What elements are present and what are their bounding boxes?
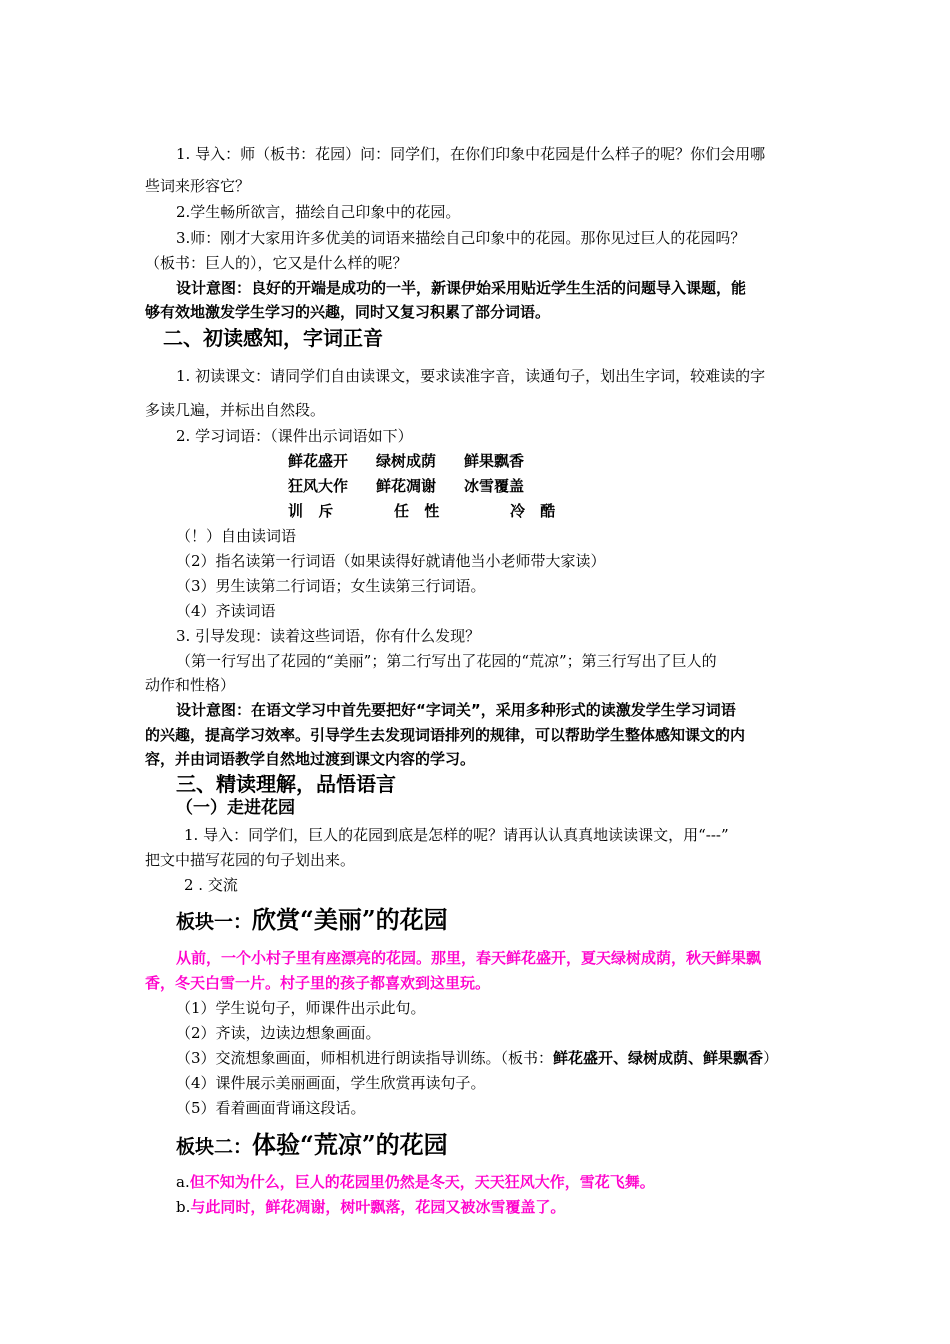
vocab-r1c2: 绿树成荫 bbox=[376, 452, 437, 470]
vocab-r2c3: 冰雪覆盖 bbox=[464, 477, 525, 495]
block2-item-b bbox=[176, 1197, 565, 1217]
intro-line-2: 些词来形容它？ bbox=[145, 177, 251, 195]
block1-title: 欣赏“美丽”的花园 bbox=[252, 905, 448, 934]
section3-line-1: 1. 导入：同学们，巨人的花园到底是怎样的呢？请再认认真真地读读课文，用“---” bbox=[184, 826, 729, 844]
intro-line-4: 3.师：刚才大家用许多优美的词语来描绘自己印象中的花园。那你见过巨人的花园吗？ bbox=[176, 229, 746, 247]
block1-step-3-board: 鲜花盛开、绿树成荫、鲜果飘香 bbox=[553, 1049, 764, 1067]
block2-title: 体验“荒凉”的花园 bbox=[252, 1130, 448, 1159]
section2-step-1: （！）自由读词语 bbox=[176, 527, 297, 545]
block1-step-3 bbox=[176, 1048, 778, 1068]
block1-step-2: （2）齐读，边读边想象画面。 bbox=[176, 1024, 381, 1042]
intro-design-2: 够有效地激发学生学习的兴趣，同时又复习积累了部分词语。 bbox=[145, 303, 551, 321]
section2-step-4: （4）齐读词语 bbox=[176, 602, 276, 620]
section3-line-2: 把文中描写花园的句子划出来。 bbox=[145, 851, 356, 869]
section2-guide-2: （第一行写出了花园的“美丽”；第二行写出了花园的“荒凉”；第三行写出了巨人的 bbox=[176, 652, 717, 670]
vocab-r3c2: 任 性 bbox=[394, 502, 440, 520]
block1-step-4: （4）课件展示美丽画面，学生欣赏再读句子。 bbox=[176, 1074, 486, 1092]
vocab-r2c2: 鲜花凋谢 bbox=[376, 477, 437, 495]
block2-item-b-label: b. bbox=[176, 1198, 191, 1216]
block1-quote-1: 从前，一个小村子里有座漂亮的花园。那里，春天鲜花盛开，夏天绿树成荫，秋天鲜果飘 bbox=[176, 949, 762, 967]
block2-heading bbox=[176, 1130, 448, 1162]
section3-subheading: （一）走进花园 bbox=[176, 798, 295, 818]
section2-line-2: 多读几遍，并标出自然段。 bbox=[145, 401, 326, 419]
intro-design-1: 设计意图：良好的开端是成功的一半，新课伊始采用贴近学生生活的问题导入课题，能 bbox=[176, 279, 747, 297]
block1-step-3-text: （3）交流想象画面，师相机进行朗读指导训练。（板书： bbox=[176, 1049, 554, 1067]
vocab-r1c3: 鲜果飘香 bbox=[464, 452, 525, 470]
section3-heading: 三、精读理解，品悟语言 bbox=[176, 772, 396, 796]
vocab-r3c3: 冷 酷 bbox=[510, 502, 556, 520]
block1-prefix: 板块一： bbox=[176, 911, 253, 933]
section2-design-3: 容，并由词语教学自然地过渡到课文内容的学习。 bbox=[145, 750, 476, 768]
section2-guide-3: 动作和性格） bbox=[145, 676, 236, 694]
block1-step-1: （1）学生说句子，师课件出示此句。 bbox=[176, 999, 426, 1017]
section2-design-2: 的兴趣，提高学习效率。引导学生去发现词语排列的规律，可以帮助学生整体感知课文的内 bbox=[145, 726, 746, 744]
vocab-r3c1: 训 斥 bbox=[288, 502, 334, 520]
block2-item-a bbox=[176, 1172, 655, 1192]
section2-guide-1: 3. 引导发现：读着这些词语，你有什么发现？ bbox=[176, 627, 481, 645]
section2-line-3: 2. 学习词语：（课件出示词语如下） bbox=[176, 427, 413, 445]
section2-design-1: 设计意图：在语文学习中首先要把好“字词关”，采用多种形式的读激发学生学习词语 bbox=[176, 701, 736, 719]
intro-line-3: 2.学生畅所欲言，描绘自己印象中的花园。 bbox=[176, 203, 461, 221]
section2-step-3: （3）男生读第二行词语；女生读第三行词语。 bbox=[176, 577, 486, 595]
section3-line-3: 2 . 交流 bbox=[184, 876, 238, 894]
block2-item-a-text: 但不知为什么，巨人的花园里仍然是冬天，天天狂风大作，雪花飞舞。 bbox=[189, 1173, 655, 1191]
section2-step-2: （2）指名读第一行词语（如果读得好就请他当小老师带大家读） bbox=[176, 552, 606, 570]
intro-line-1: 1. 导入：师（板书：花园）问：同学们，在你们印象中花园是什么样子的呢？你们会用哪 bbox=[176, 145, 766, 163]
vocab-r2c1: 狂风大作 bbox=[288, 477, 349, 495]
intro-line-5: （板书：巨人的），它又是什么样的呢？ bbox=[145, 254, 408, 272]
section2-line-1: 1. 初读课文：请同学们自由读课文，要求读准字音，读通句子，划出生字词，较难读的字 bbox=[176, 367, 766, 385]
section2-heading: 二、初读感知，字词正音 bbox=[163, 326, 383, 350]
block1-heading bbox=[176, 905, 448, 937]
block2-item-b-text: 与此同时，鲜花凋谢，树叶飘落，花园又被冰雪覆盖了。 bbox=[190, 1198, 566, 1216]
block2-prefix: 板块二： bbox=[176, 1136, 253, 1158]
block1-quote-2: 香，冬天白雪一片。村子里的孩子都喜欢到这里玩。 bbox=[145, 974, 491, 992]
block1-step-5: （5）看着画面背诵这段话。 bbox=[176, 1099, 366, 1117]
block1-step-3-close: ） bbox=[763, 1049, 779, 1067]
vocab-r1c1: 鲜花盛开 bbox=[288, 452, 349, 470]
block2-item-a-label: a. bbox=[176, 1173, 190, 1191]
